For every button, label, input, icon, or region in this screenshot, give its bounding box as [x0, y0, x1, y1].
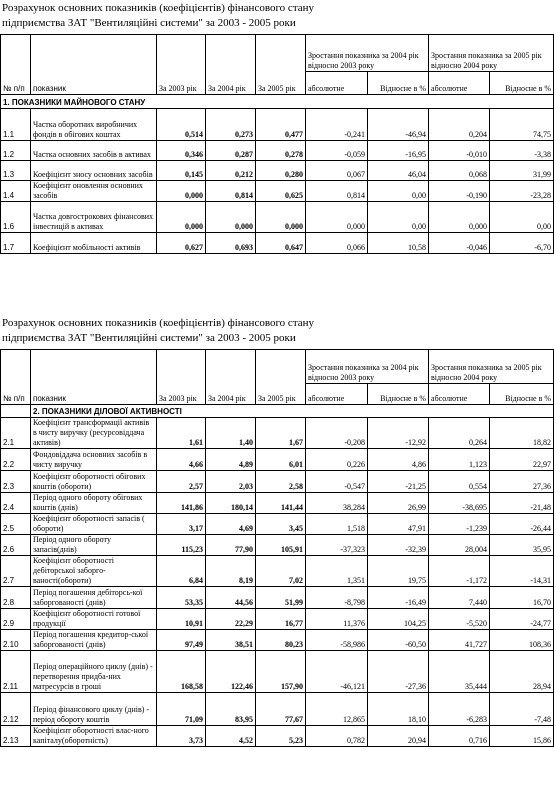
table-row [1, 233, 554, 254]
cell-abs1: 0,226 [306, 449, 368, 471]
table-row [1, 181, 554, 202]
cell-y2004: 83,95 [206, 693, 256, 726]
cell-name: Період одного обороту обігових коштів (днів) [31, 493, 157, 514]
cell-rel1: 47,91 [368, 514, 429, 535]
col-2004-header: За 2004 рік [206, 35, 256, 95]
cell-name: Період погашення кредитор-ської заборгованості (днів) [31, 630, 157, 651]
cell-abs2: 0,264 [429, 418, 490, 449]
cell-abs1: 1,518 [306, 514, 368, 535]
table-row [1, 535, 554, 556]
cell-abs1: -58,986 [306, 630, 368, 651]
cell-name: Період погашення дебіторсь-кої заборгованості (днів) [31, 587, 157, 609]
section-num-cell [1, 405, 31, 418]
rel-2004-header: Відносне в % [368, 72, 429, 95]
cell-y2005: 0,477 [256, 109, 306, 141]
col-2003-header: За 2003 рік [157, 35, 206, 95]
cell-num: 2.2 [1, 449, 31, 471]
cell-y2005: 16,77 [256, 609, 306, 630]
cell-abs2: 41,727 [429, 630, 490, 651]
cell-abs1: 0,066 [306, 233, 368, 254]
cell-abs1: 38,284 [306, 493, 368, 514]
abs-2005-header: абсолютне [429, 72, 490, 95]
cell-rel2: -14,31 [490, 556, 554, 587]
table-row [1, 556, 554, 587]
rel-2005-header: Відносне в % [490, 384, 554, 405]
cell-abs1: -0,547 [306, 471, 368, 493]
cell-name: Період одного обороту запасів(днів) [31, 535, 157, 556]
cell-rel2: -7,48 [490, 693, 554, 726]
cell-y2005: 2,58 [256, 471, 306, 493]
cell-abs2: 0,068 [429, 161, 490, 181]
cell-y2004: 0,693 [206, 233, 256, 254]
cell-y2003: 6,84 [157, 556, 206, 587]
growth-2005-header: Зростання показника за 2005 рік відносно 2004 року [429, 35, 554, 72]
cell-rel1: -32,39 [368, 535, 429, 556]
cell-num: 2.1 [1, 418, 31, 449]
cell-rel1: 26,99 [368, 493, 429, 514]
cell-abs1: -37,323 [306, 535, 368, 556]
cell-y2005: 141,44 [256, 493, 306, 514]
cell-abs1: -0,241 [306, 109, 368, 141]
cell-num: 2.12 [1, 693, 31, 726]
cell-rel2: -24,77 [490, 609, 554, 630]
cell-y2003: 0,145 [157, 161, 206, 181]
table1-title-line1: Розрахунок основних показників (коефіцієнтів) фінансового стану [2, 2, 315, 14]
rel-2005-header: Відносне в % [490, 72, 554, 95]
cell-y2003: 97,49 [157, 630, 206, 651]
cell-rel2: -6,70 [490, 233, 554, 254]
cell-num: 2.11 [1, 651, 31, 693]
cell-num: 2.3 [1, 471, 31, 493]
cell-abs1: 0,000 [306, 202, 368, 233]
cell-y2005: 5,23 [256, 726, 306, 747]
cell-rel2: 31,99 [490, 161, 554, 181]
cell-abs2: -6,283 [429, 693, 490, 726]
cell-y2003: 3,73 [157, 726, 206, 747]
cell-abs2: 0,000 [429, 202, 490, 233]
cell-y2005: 80,23 [256, 630, 306, 651]
cell-y2004: 22,29 [206, 609, 256, 630]
cell-y2004: 180,14 [206, 493, 256, 514]
table-row [1, 449, 554, 471]
cell-abs1: 0,782 [306, 726, 368, 747]
cell-rel1: -16,95 [368, 141, 429, 161]
cell-abs2: 28,004 [429, 535, 490, 556]
cell-y2004: 0,212 [206, 161, 256, 181]
cell-y2005: 1,67 [256, 418, 306, 449]
abs-2004-header: абсолютне [306, 384, 368, 405]
cell-name: Коефіцієнт трансформації активів в чисту виручку (ресурсовіддача активів) [31, 418, 157, 449]
cell-y2003: 53,35 [157, 587, 206, 609]
cell-rel2: 27,36 [490, 471, 554, 493]
cell-name: Коефіцієнт зносу основних засобів [31, 161, 157, 181]
cell-y2004: 0,287 [206, 141, 256, 161]
table-row [1, 693, 554, 726]
cell-y2005: 0,000 [256, 202, 306, 233]
cell-rel2: 22,97 [490, 449, 554, 471]
cell-num: 1.6 [1, 202, 31, 233]
cell-y2003: 168,58 [157, 651, 206, 693]
cell-abs1: -8,798 [306, 587, 368, 609]
cell-rel1: -12,92 [368, 418, 429, 449]
col-2005-header: За 2005 рік [256, 35, 306, 95]
cell-rel1: 20,94 [368, 726, 429, 747]
cell-rel2: 18,82 [490, 418, 554, 449]
cell-y2003: 3,17 [157, 514, 206, 535]
cell-rel2: -21,48 [490, 493, 554, 514]
cell-rel2: -3,38 [490, 141, 554, 161]
cell-y2003: 115,23 [157, 535, 206, 556]
cell-abs2: 0,554 [429, 471, 490, 493]
cell-abs2: 1,123 [429, 449, 490, 471]
cell-rel2: 16,70 [490, 587, 554, 609]
abs-2004-header: абсолютне [306, 72, 368, 95]
cell-rel1: 0,00 [368, 181, 429, 202]
cell-y2004: 1,40 [206, 418, 256, 449]
cell-abs2: -38,695 [429, 493, 490, 514]
cell-y2004: 77,90 [206, 535, 256, 556]
cell-rel1: 10,58 [368, 233, 429, 254]
cell-abs1: 0,067 [306, 161, 368, 181]
cell-rel1: -60,50 [368, 630, 429, 651]
cell-abs2: -0,046 [429, 233, 490, 254]
cell-rel1: -27,36 [368, 651, 429, 693]
cell-y2003: 0,346 [157, 141, 206, 161]
cell-y2004: 0,000 [206, 202, 256, 233]
cell-name: Фондовіддача основних засобів в чисту виручку [31, 449, 157, 471]
cell-y2004: 0,814 [206, 181, 256, 202]
rel-2004-header: Відносне в % [368, 384, 429, 405]
cell-rel2: 15,86 [490, 726, 554, 747]
cell-y2004: 0,273 [206, 109, 256, 141]
col-num-header: № п/п [1, 350, 31, 405]
cell-num: 2.4 [1, 493, 31, 514]
table-row [1, 202, 554, 233]
cell-y2003: 10,91 [157, 609, 206, 630]
cell-name: Період операційного циклу (днів) - перетворення придба-них матресурсів в гроші [31, 651, 157, 693]
section-heading: 1. ПОКАЗНИКИ МАЙНОВОГО СТАНУ [1, 95, 554, 109]
cell-abs2: 0,204 [429, 109, 490, 141]
cell-num: 2.5 [1, 514, 31, 535]
cell-y2005: 0,280 [256, 161, 306, 181]
cell-num: 1.4 [1, 181, 31, 202]
cell-name: Частка оборотних виробничих фондів в обігових коштах [31, 109, 157, 141]
cell-y2004: 4,89 [206, 449, 256, 471]
cell-rel1: 104,25 [368, 609, 429, 630]
cell-y2004: 122,46 [206, 651, 256, 693]
col-name-header: показник [31, 35, 157, 95]
cell-rel1: 46,04 [368, 161, 429, 181]
table-row [1, 630, 554, 651]
cell-abs1: 0,814 [306, 181, 368, 202]
cell-y2005: 7,02 [256, 556, 306, 587]
cell-y2003: 141,86 [157, 493, 206, 514]
cell-num: 2.10 [1, 630, 31, 651]
table-row [1, 651, 554, 693]
cell-y2004: 4,69 [206, 514, 256, 535]
cell-rel2: 28,94 [490, 651, 554, 693]
cell-y2003: 0,000 [157, 181, 206, 202]
table-row [1, 587, 554, 609]
cell-rel2: 0,00 [490, 202, 554, 233]
cell-y2005: 0,278 [256, 141, 306, 161]
cell-abs2: 7,440 [429, 587, 490, 609]
cell-rel2: -26,44 [490, 514, 554, 535]
cell-rel1: -21,25 [368, 471, 429, 493]
cell-abs2: -0,010 [429, 141, 490, 161]
cell-y2004: 8,19 [206, 556, 256, 587]
table1-title-line2: підприємства ЗАТ "Вентиляційні системи" за 2003 - 2005 роки [2, 17, 296, 29]
cell-abs2: -5,520 [429, 609, 490, 630]
cell-num: 2.9 [1, 609, 31, 630]
col-num-header: № п/п [1, 35, 31, 95]
abs-2005-header: абсолютне [429, 384, 490, 405]
cell-y2005: 77,67 [256, 693, 306, 726]
cell-name: Коефіцієнт оборотності дебіторської заборго-ваності(обороти) [31, 556, 157, 587]
cell-rel2: -23,28 [490, 181, 554, 202]
cell-name: Коефіцієнт мобільності активів [31, 233, 157, 254]
cell-rel2: 74,75 [490, 109, 554, 141]
cell-y2003: 0,000 [157, 202, 206, 233]
table2-title-line2: підприємства ЗАТ "Вентиляційні системи" за 2003 - 2005 роки [2, 332, 296, 344]
cell-abs2: 0,716 [429, 726, 490, 747]
growth-2004-header: Зростання показника за 2004 рік відносно 2003 року [306, 35, 429, 72]
cell-y2004: 2,03 [206, 471, 256, 493]
cell-rel1: 0,00 [368, 202, 429, 233]
cell-y2003: 1,61 [157, 418, 206, 449]
cell-num: 2.13 [1, 726, 31, 747]
indicators-table-1 [0, 34, 554, 254]
cell-abs1: -0,059 [306, 141, 368, 161]
cell-num: 1.3 [1, 161, 31, 181]
cell-y2005: 157,90 [256, 651, 306, 693]
cell-name: Період фінансового циклу (днів) - період обороту коштів [31, 693, 157, 726]
cell-name: Частка довгострокових фінансових інвестицій в активах [31, 202, 157, 233]
col-name-header: показник [31, 350, 157, 405]
cell-rel2: 108,36 [490, 630, 554, 651]
cell-name: Коефіцієнт оборотності запасів ( обороти) [31, 514, 157, 535]
cell-name: Коефіцієнт оновлення основних засобів [31, 181, 157, 202]
cell-rel1: 19,75 [368, 556, 429, 587]
cell-num: 1.7 [1, 233, 31, 254]
cell-abs1: -0,208 [306, 418, 368, 449]
cell-name: Частка основних засобів в активах [31, 141, 157, 161]
cell-name: Коефіцієнт оборотності готової продукції [31, 609, 157, 630]
table-row [1, 418, 554, 449]
cell-y2005: 3,45 [256, 514, 306, 535]
cell-num: 1.2 [1, 141, 31, 161]
cell-rel2: 35,95 [490, 535, 554, 556]
table-row [1, 141, 554, 161]
section-heading: 2. ПОКАЗНИКИ ДІЛОВОЇ АКТИВНОСТІ [31, 405, 554, 418]
cell-rel1: -46,94 [368, 109, 429, 141]
table-row [1, 609, 554, 630]
cell-y2005: 0,647 [256, 233, 306, 254]
table-row [1, 726, 554, 747]
cell-num: 2.8 [1, 587, 31, 609]
cell-y2005: 6,01 [256, 449, 306, 471]
cell-y2005: 105,91 [256, 535, 306, 556]
cell-y2003: 0,514 [157, 109, 206, 141]
cell-rel1: -16,49 [368, 587, 429, 609]
cell-y2005: 51,99 [256, 587, 306, 609]
table2-title-line1: Розрахунок основних показників (коефіцієнтів) фінансового стану [2, 317, 315, 329]
cell-abs2: -0,190 [429, 181, 490, 202]
cell-name: Коефіцієнт оборотності влас-ного капіталу(оборотність) [31, 726, 157, 747]
cell-abs1: 11,376 [306, 609, 368, 630]
cell-y2003: 0,627 [157, 233, 206, 254]
cell-y2004: 44,56 [206, 587, 256, 609]
cell-y2003: 2,57 [157, 471, 206, 493]
growth-2004-header: Зростання показника за 2004 рік відносно 2003 року [306, 350, 429, 384]
table-row [1, 471, 554, 493]
cell-abs2: -1,172 [429, 556, 490, 587]
cell-abs2: 35,444 [429, 651, 490, 693]
col-2003-header: За 2003 рік [157, 350, 206, 405]
cell-num: 2.7 [1, 556, 31, 587]
table-row [1, 109, 554, 141]
table-row [1, 514, 554, 535]
cell-rel1: 4,86 [368, 449, 429, 471]
cell-num: 2.6 [1, 535, 31, 556]
col-2005-header: За 2005 рік [256, 350, 306, 405]
col-2004-header: За 2004 рік [206, 350, 256, 405]
cell-abs1: 1,351 [306, 556, 368, 587]
table-row [1, 161, 554, 181]
cell-y2003: 4,66 [157, 449, 206, 471]
cell-num: 1.1 [1, 109, 31, 141]
cell-y2003: 71,09 [157, 693, 206, 726]
cell-name: Коефіцієнт оборотності обігових коштів (обороти) [31, 471, 157, 493]
cell-abs1: -46,121 [306, 651, 368, 693]
growth-2005-header: Зростання показника за 2005 рік відносно 2004 року [429, 350, 554, 384]
cell-rel1: 18,10 [368, 693, 429, 726]
cell-y2004: 4,52 [206, 726, 256, 747]
cell-abs2: -1,239 [429, 514, 490, 535]
indicators-table-2 [0, 349, 554, 747]
cell-y2004: 38,51 [206, 630, 256, 651]
cell-abs1: 12,865 [306, 693, 368, 726]
cell-y2005: 0,625 [256, 181, 306, 202]
table-row [1, 493, 554, 514]
